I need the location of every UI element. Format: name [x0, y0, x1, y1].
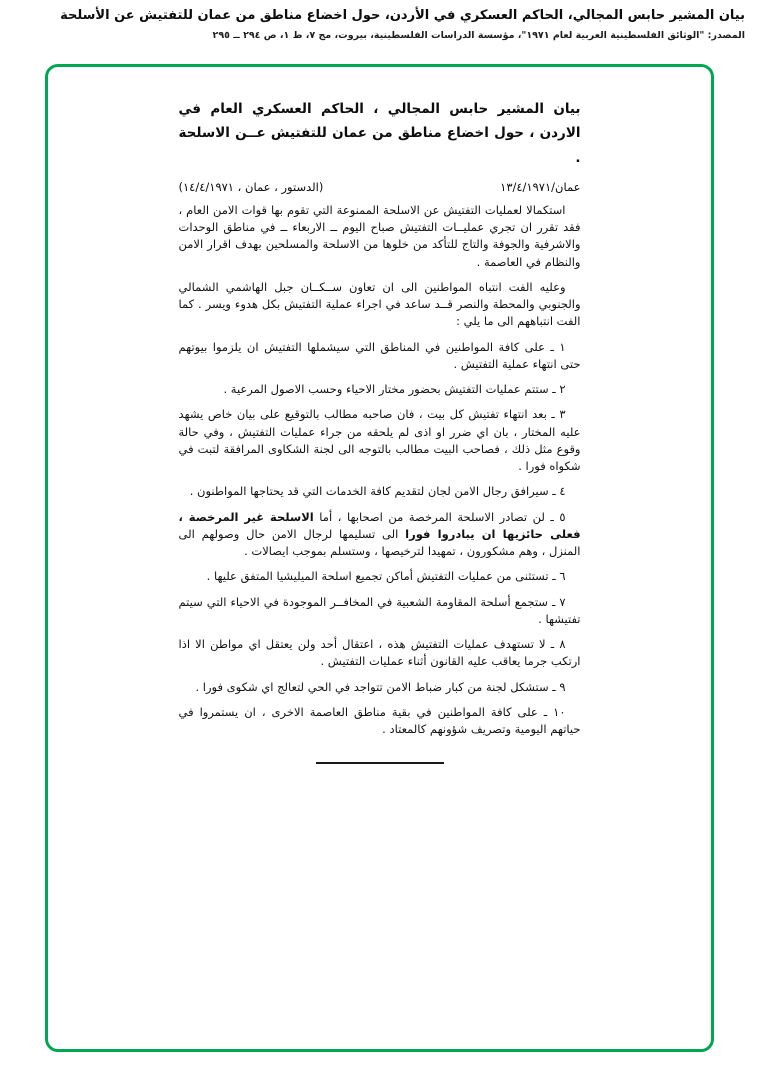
list-item-5-tail: الى تسليمها لرجال الامن حال وصولهم الى المنزل ، وهم مشكورون ، تمهيدا لترخيصها ، وستسلم بموجب ايصالات . [178, 526, 581, 559]
document-scan [179, 97, 581, 764]
list-item-5 [179, 509, 581, 561]
paragraph-intro-2: وعليه الفت انتباه المواطنين الى ان تعاون ســكــان جبل الهاشمي الشمالي والجنوبي والمحطة والنصر قــد ساعد في اجراء عملية التفتيش بكل هدوء ويسر . كما الفت انتباههم الى ما يلي : [178, 279, 581, 329]
page-header [13, 7, 745, 41]
list-item-2: ٢ ـ ستتم عمليات التفتيش بحضور مختار الاحياء وحسب الاصول المرعية . [223, 382, 566, 397]
list-item-4: ٤ ـ سيرافق رجال الامن لجان لتقديم كافة الخدمات التي قد يحتاجها المواطنون . [189, 484, 566, 499]
document-title: بيان المشير حابس المجالي ، الحاكم العسكري العام في الاردن ، حول اخضاع مناطق من عمان للتفتيش عــن الاسلحة . [178, 101, 581, 166]
page-header-title: بيان المشير حابس المجالي، الحاكم العسكري في الأردن، حول اخضاع مناطق من عمان للتفتيش عن الأسلحة [60, 8, 745, 23]
page-header-source: المصدر: "الوثائق الفلسطينية العربية لعام ١٩٧١"، مؤسسة الدراسات الفلسطينية، بيروت، مج ٧، ط ١، ص ٢٩٤ ــ ٢٩٥ [212, 29, 745, 41]
list-item-3: ٣ ـ بعد انتهاء تفتيش كل بيت ، فان صاحبه مطالب بالتوقيع على بيان خاص يشهد عليه المختار ، بان اي ضرر او اذى لم يلحقه من جراء عمليات التفتيش ، وفي حالة وقوع مثل ذلك ، فصاحب البيت مطالب بالتوجه الى لجنة الشكاوى المرافقة لتبت في شكواه فورا . [178, 407, 581, 474]
list-item-1: ١ ـ على كافة المواطنين في المناطق التي سيشملها التفتيش ان يلزموا بيوتهم حتى انتهاء عملية التفتيش . [178, 339, 581, 371]
list-item-6: ٦ ـ تستثنى من عمليات التفتيش أماكن تجميع اسلحة الميليشيا المتفق عليها . [206, 569, 566, 584]
dateline [179, 180, 581, 194]
list-item-9: ٩ ـ ستشكل لجنة من كبار ضباط الامن تتواجد في الحي لتعالج اي شكوى فورا . [195, 679, 566, 694]
list-item-7: ٧ ـ ستجمع أسلحة المقاومة الشعبية في المخافــر الموجودة في الاحياء التي سيتم تفتيشها . [178, 594, 581, 626]
dateline-source-ref: (الدستور ، عمان ، ١٤/٤/١٩٧١) [178, 179, 324, 194]
dateline-place-date: عمان/١٣/٤/١٩٧١ [500, 179, 581, 194]
list-item-8: ٨ ـ لا تستهدف عمليات التفتيش هذه ، اعتقال أحد ولن يعتقل اي مواطن الا اذا ارتكب جرما يعاقب عليه القانون أثناء عمليات التفتيش . [178, 637, 581, 669]
green-frame [45, 64, 714, 1052]
paragraph-intro-1: استكمالا لعمليات التفتيش عن الاسلحة الممنوعة التي تقوم بها قوات الامن العام ، فقد تقرر ان تجري عمليــات التفتيش صباح اليوم ــ الاربعاء ــ في مناطق الوحدات والاشرفية والجوفة والتاج للتأكد من خلوها من الاسلحة والمسلحين بهدف اقرار الامن والنظام في العاصمة . [178, 202, 581, 269]
bottom-divider [316, 762, 444, 764]
list-item-5-bold: الاسلحة غير المرخصة ، فعلى حائزيها ان يبادروا فورا [178, 509, 581, 541]
list-item-5-lead: ٥ ـ لن تصادر الاسلحة المرخصة من اصحابها ، أما [313, 509, 566, 524]
list-item-10: ١٠ ـ على كافة المواطنين في بقية مناطق العاصمة الاخرى ، ان يستمروا في حياتهم اليومية وتصريف شؤونهم كالمعتاد . [178, 704, 581, 737]
